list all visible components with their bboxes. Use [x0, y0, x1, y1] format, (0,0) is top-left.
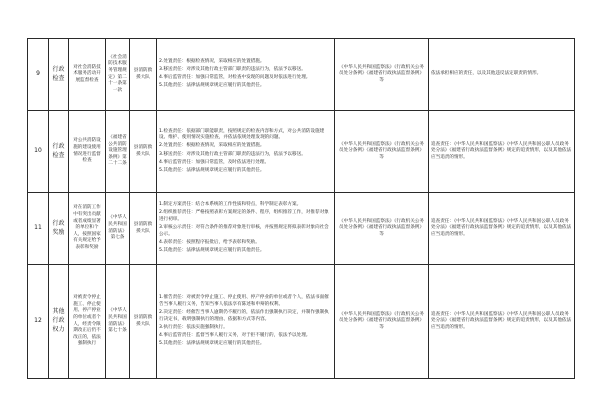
duty-item: 5.其他责任：法律法规规章规定应履行的其他责任。 — [159, 83, 265, 89]
duty-list — [157, 111, 335, 193]
duty-item: 5.其他责任：法律法规规章规定应履行的其他责任。 — [159, 341, 265, 347]
duty-list — [157, 39, 335, 111]
row-number: 10 — [28, 111, 49, 193]
duty-item: 2.决定责任：经催告当事人逾期仍不履行的，依法作出强制执行决定，并制作强制执行决定书，载明强制执行的理由、依据和方式等内容。 — [159, 310, 329, 322]
liability-text: 依法承担相应的责任，以及其他违反法定职责的情形。 — [429, 39, 575, 111]
duty-item: 4.事后监管责任：加强日常监管，对检查中发现的问题及时依法进行处理。 — [159, 75, 311, 81]
duty-item: 1.检查责任：依据部门职能职责，按照规定的检查内容和方式，对公共消防设施建设、维护、使用情况实施检查，并依法依规处理发现的问题。 — [159, 128, 325, 141]
legal-basis: 《社会消防技术服务管理规定》第二十一条第一款 — [106, 39, 130, 111]
liability-text: 追查责任：《中华人民共和国监察法》《中华人民共和国公职人员政务处分法》《福建省行政执法监督条例》规定的追责情形，以及其他依法应当追责的情形。 — [429, 193, 575, 265]
power-type: 行政检查 — [49, 39, 69, 111]
table-row — [28, 39, 575, 111]
legal-basis: 《中华人民共和国消防法》第七条 — [106, 193, 130, 265]
responsibility-table — [27, 38, 575, 379]
duty-item: 5.其他责任：法律法规规章规定应履行的其他责任。 — [159, 248, 265, 254]
duty-item: 3.移送责任：对涉及其他行政主管部门职责的违法行为，依法予以移送。 — [159, 151, 306, 157]
responsible-dept: 县消防救援大队 — [130, 39, 157, 111]
duty-item: 5.其他责任：法律法规规章规定应履行的其他责任。 — [159, 167, 265, 173]
duty-item: 4.事后监管责任：监督当事人履行义务，对于拒不履行的，依法予以处理。 — [159, 332, 311, 338]
table-row — [28, 265, 575, 379]
duty-item: 3.执行责任：依法实施强制执行。 — [159, 324, 228, 330]
responsible-dept: 县消防救援大队 — [130, 111, 157, 193]
power-type: 其他行政权力 — [49, 265, 69, 379]
duty-item: 2.处置责任：根据检查情况，采取相应的处置措施。 — [159, 143, 265, 149]
duty-item: 2.处置责任：根据检查情况，采取相应的处置措施。 — [159, 58, 265, 64]
row-number: 12 — [28, 265, 49, 379]
accountability-basis: 《中华人民共和国监察法》《行政机关公务员处分条例》《福建省行政执法监督条例》等 — [335, 193, 429, 265]
duty-item: 4.事后监管责任：加强日常监管，及时依法进行处理。 — [159, 159, 270, 165]
duty-list — [157, 193, 335, 265]
power-type: 行政检查 — [49, 111, 69, 193]
power-name: 对公共消防设施的建设使用情况进行监督检查 — [69, 111, 106, 193]
liability-text: 追查责任：《中华人民共和国监察法》《中华人民共和国公职人员政务处分法》《福建省行政执法监督条例》规定的追责情形，以及其他依法应当追责的情形。 — [429, 111, 575, 193]
row-number: 9 — [28, 39, 49, 111]
duty-item: 1.制定方案责任：结合本系统的工作性质和特点，科学制定表彰方案。 — [159, 202, 302, 208]
table-row — [28, 193, 575, 265]
legal-basis: 《中华人民共和国消防法》第七十条 — [106, 265, 130, 379]
duty-item: 4.表彰责任：按照程序报批后，给予表彰和奖励。 — [159, 239, 260, 245]
row-number: 11 — [28, 193, 49, 265]
power-type: 行政奖励 — [49, 193, 69, 265]
accountability-basis: 《中华人民共和国监察法》《行政机关公务员处分条例》《福建省行政执法监督条例》等 — [335, 265, 429, 379]
duty-item: 2.组织推荐责任：严格按照表彰方案规定的条件、程序，组织推荐工作，对推荐对象进行初审。 — [159, 210, 329, 223]
power-name: 对社会消防技术服务活动开展监督检查 — [69, 39, 106, 111]
duty-list — [157, 265, 335, 379]
power-name: 对被责令停止施工、停止使用、停产停业的单位或者个人，经责令限期改正后仍不改正的，依法强制执行 — [69, 265, 106, 379]
power-name: 对在消防工作中有突出贡献或者成绩显著的单位和个人，按照国家有关规定给予表彰和奖励 — [69, 193, 106, 265]
liability-text: 追查责任：《中华人民共和国监察法》《中华人民共和国公职人员政务处分法》《福建省行政执法监督条例》规定的追责情形，以及其他依法应当追责的情形。 — [429, 265, 575, 379]
duty-item: 3.移送责任：对涉及其他行政主管部门职责的违法行为，依法予以移送。 — [159, 67, 306, 73]
duty-item: 1.催告责任：对被责令停止施工、停止使用、停产停业的单位或者个人，依法书面催告当事人履行义务，告知当事人依法享有陈述和申辩的权利。 — [159, 295, 329, 307]
accountability-basis: 《中华人民共和国监察法》《行政机关公务员处分条例》《福建省行政执法监督条例》等 — [335, 111, 429, 193]
responsible-dept: 县消防救援大队 — [130, 193, 157, 265]
accountability-basis: 《中华人民共和国监察法》《行政机关公务员处分条例》《福建省行政执法监督条例》等 — [335, 39, 429, 111]
table-row — [28, 111, 575, 193]
legal-basis: 《福建省公共消防设施管理条例》第二十二条 — [106, 111, 130, 193]
duty-item: 3.审核公示责任：对符合条件的推荐对象进行审核，并按照规定将拟表彰对象向社会公示。 — [159, 225, 329, 237]
responsible-dept: 县消防救援大队 — [130, 265, 157, 379]
